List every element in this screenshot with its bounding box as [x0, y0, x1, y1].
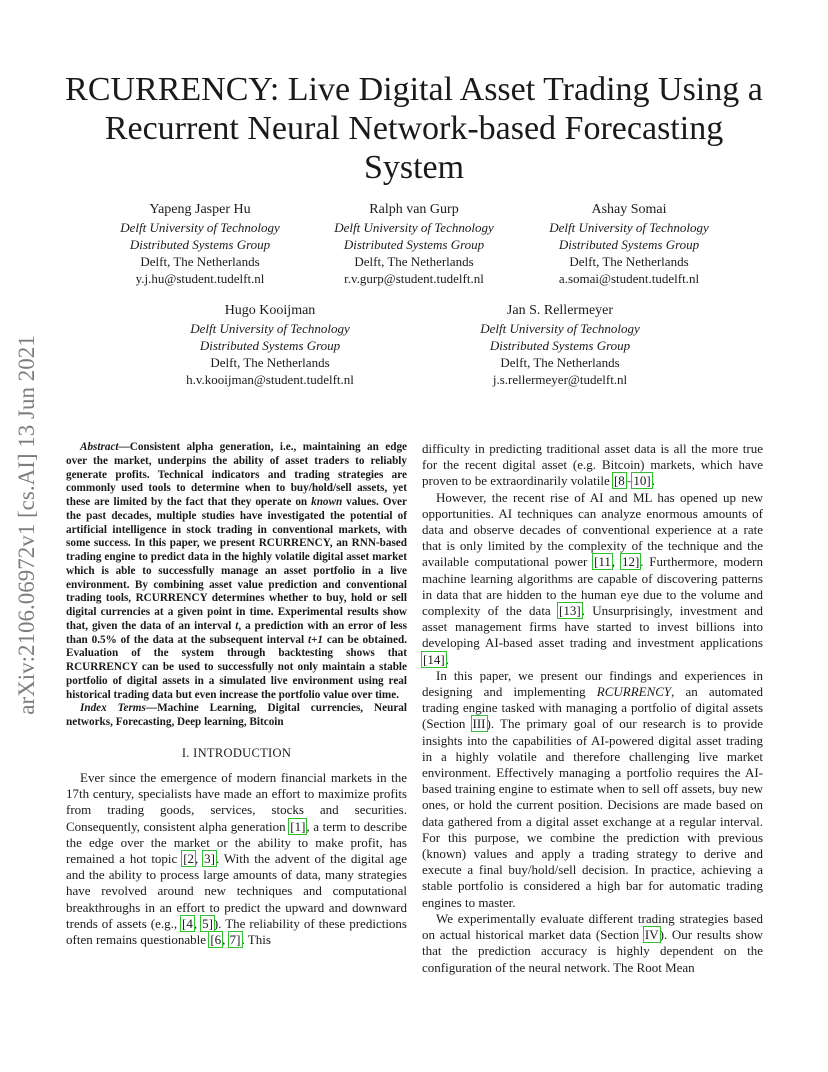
author-location: Delft, The Netherlands — [500, 355, 620, 370]
author-affiliation: Delft University of Technology — [120, 220, 280, 235]
author-group: Distributed Systems Group — [129, 237, 271, 252]
author-affiliation: Delft University of Technology — [190, 321, 350, 336]
author-card — [455, 301, 665, 388]
intro-paragraph: We experimentally evaluate different trading strategies based on actual historical market data (Section IV). Our results show that the prediction accuracy is highly dependent on the configuration of the neural network. The Root Mean — [422, 910, 763, 975]
intro-paragraph: In this paper, we present our findings and experiences in designing and implementing RCURRENCY, an automated trading engine tasked with managing a portfolio of digital assets (Section III). The primary goal of our research is to provide insights into the capabilities of AI-powered digital asset trading in a highly volatile and therefore challenging live market environment. Effectively managing a portfolio requires the AI-based training engine to estimate when to sell off assets, buy new ones, or hold the current position. Decisions are made based on data gathered from a digital asset exchange at a regular interval. For this purpose, we combine the prediction with previous (known) values and apply a trading strategy to derive and execute a final buy/hold/sell decision. In practice, achieving a stable portfolio is considered a high bar for automatic trading engines to master. — [422, 667, 764, 910]
author-email: h.v.kooijman@student.tudelft.nl — [186, 372, 354, 387]
citation-link[interactable]: [2 — [183, 850, 195, 866]
author-card — [95, 200, 305, 287]
author-affiliation: Delft University of Technology — [480, 321, 640, 336]
citation-link[interactable]: [14] — [423, 651, 445, 667]
citation-link[interactable]: [11 — [594, 554, 611, 570]
citation-link[interactable]: 12] — [621, 554, 640, 570]
citation-link[interactable]: 5] — [202, 915, 213, 931]
author-name: Jan S. Rellermeyer — [506, 303, 614, 318]
citation-link[interactable]: 7] — [229, 931, 241, 947]
citation-link[interactable]: 3] — [204, 850, 215, 866]
index-terms-label: Index Terms — [80, 702, 146, 715]
author-location: Delft, The Netherlands — [569, 254, 689, 269]
section-link[interactable]: III — [472, 716, 486, 732]
abstract-label: Abstract — [80, 441, 119, 453]
citation-link[interactable]: [13] — [558, 603, 581, 619]
author-email: a.somai@student.tudelft.nl — [558, 271, 700, 286]
citation-link[interactable]: [6 — [210, 931, 222, 947]
author-name: Hugo Kooijman — [224, 303, 316, 318]
author-name: Ashay Somai — [591, 202, 667, 217]
author-affiliation: Delft University of Technology — [549, 220, 709, 235]
right-column — [422, 441, 763, 976]
section-heading: I. INTRODUCTION — [181, 745, 292, 760]
paper-title: RCURRENCY: Live Digital Asset Trading Using a Recurrent Neural Network-based Forecasting System — [65, 71, 763, 186]
author-name: Ralph van Gurp — [369, 202, 459, 217]
index-terms: Index Terms—Machine Learning, Digital currencies, Neural networks, Forecasting, Deep learning, Bitcoin — [66, 702, 407, 728]
intro-paragraph: Ever since the emergence of modern financial markets in the 17th century, specialists have made an effort to maximize profits from trading goods, services, stocks and securities. Consequently, consistent alpha generation [1], a term to describe the edge over the market or the ability to make profit, has remained a hot topic [2, 3]. With the advent of the digital age and the ability to process large amounts of data, many strategies have revolved around new techniques and computational breakthroughs in an effort to predict the upward and downward trends of assets (e.g., [4, 5]). The reliability of these predictions often remains questionable [6, 7]. This — [66, 769, 407, 947]
author-location: Delft, The Netherlands — [354, 254, 474, 269]
section-link[interactable]: IV — [644, 927, 659, 943]
author-group: Distributed Systems Group — [343, 237, 485, 252]
citation-link[interactable]: 10] — [633, 473, 651, 489]
citation-link[interactable]: [4 — [182, 915, 193, 931]
author-group: Distributed Systems Group — [489, 338, 631, 353]
left-column — [66, 441, 407, 948]
author-group: Distributed Systems Group — [558, 237, 700, 252]
author-group: Distributed Systems Group — [199, 338, 341, 353]
author-affiliation: Delft University of Technology — [334, 220, 494, 235]
arxiv-stamp: arXiv:2106.06972v1 [cs.AI] 13 Jun 2021 — [14, 335, 39, 715]
author-card — [524, 200, 734, 287]
author-location: Delft, The Netherlands — [210, 355, 330, 370]
citation-link[interactable]: [1] — [290, 818, 306, 834]
author-location: Delft, The Netherlands — [140, 254, 260, 269]
author-email: j.s.rellermeyer@tudelft.nl — [492, 372, 628, 387]
author-email: r.v.gurp@student.tudelft.nl — [344, 271, 484, 286]
citation-link[interactable]: [8 — [613, 473, 625, 489]
intro-paragraph: difficulty in predicting traditional asset data is all the more true for the recent digital asset (e.g. Bitcoin) markets, which have proven to be extraordinarily volatile [8–10]. — [422, 441, 763, 489]
intro-paragraph: However, the recent rise of AI and ML has opened up new opportunities. AI techniques can analyze enormous amounts of data and observe decades of conventional experience at a rate that is only limited by the complexity of the technique and the available computational power [11, 12]. Furthermore, modern machine learning algorithms are capable of discovering patterns in data that are hidden to the human eye due to the volume and complexity of the data [13]. Unsurprisingly, investment and asset management firms have started to invest billions into developing AI-based asset trading and investment applications [14]. — [422, 489, 763, 667]
author-email: y.j.hu@student.tudelft.nl — [135, 271, 265, 286]
author-card — [309, 200, 519, 287]
author-name: Yapeng Jasper Hu — [149, 202, 251, 217]
author-card — [165, 301, 375, 388]
abstract: Abstract—Consistent alpha generation, i.e., maintaining an edge over the market, underpins the ability of asset traders to reliably generate profits. Technical indicators and trading strategies are commonly used tools to determine when to buy/hold/sell assets, yet these are limited by the fact that they operate on known values. Over the past decades, multiple studies have investigated the potential of artificial intelligence in stock trading in conventional markets, with some success. In this paper, we present RCURRENCY, an RNN-based trading engine to predict data in the highly volatile digital asset market which is able to successfully manage an asset portfolio in a live environment. By combining asset value prediction and conventional trading tools, RCURRENCY determines whether to buy, hold or sell digital currencies at a given point in time. Experimental results show that, given the data of an interval t, a prediction with an error of less than 0.5% of the data at the subsequent interval t+1 can be obtained. Evaluation of the system through backtesting shows that RCURRENCY can be used to successfully not only maintain a stable portfolio of digital assets in a simulated live environment using real historical trading data but even increase the portfolio value over time. — [66, 441, 408, 701]
